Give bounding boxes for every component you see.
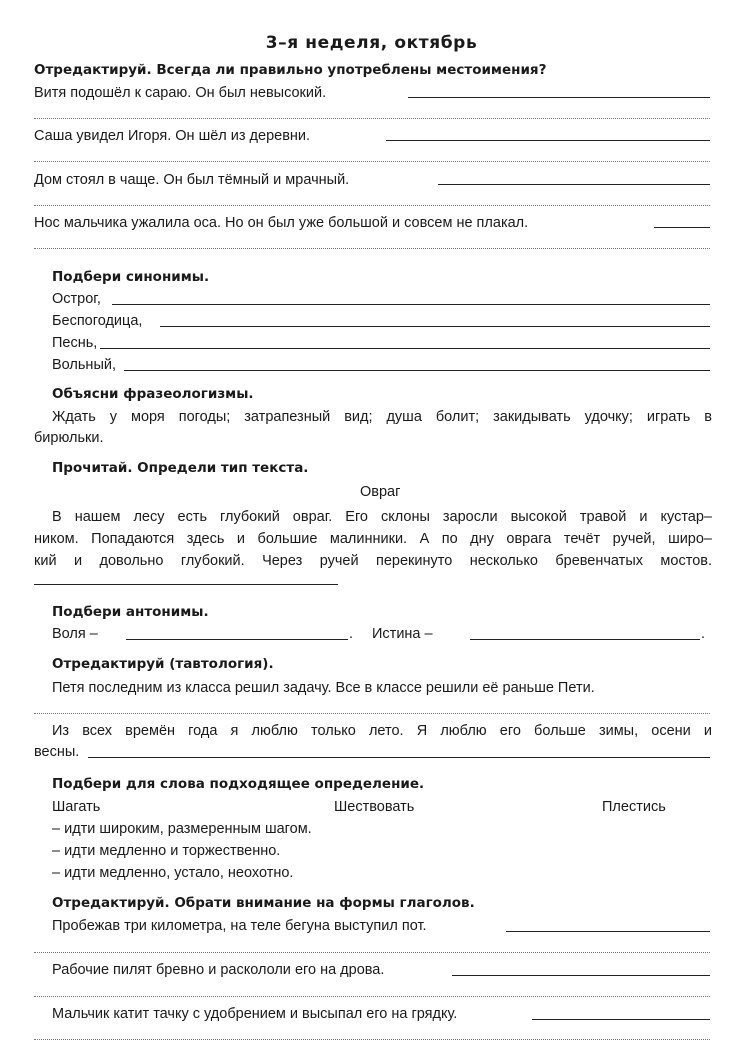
answer-line-dotted xyxy=(34,996,710,997)
text-line-3: кий и довольно глубокий. Через ручей перекинуто несколько бревенчатых мостов. xyxy=(34,553,712,569)
answer-line-dotted xyxy=(34,713,710,714)
text-line-2: ником. Попадаются здесь и большие малинники. А по дну оврага течёт ручей, широ– xyxy=(34,531,712,547)
verb-sentence-3: Мальчик катит тачку с удобрением и высыпал его на грядку. xyxy=(52,1006,458,1022)
text-title: Овраг xyxy=(360,484,401,500)
idioms-line-1: Ждать у моря погоды; затрапезный вид; душа болит; закидывать удочку; играть в xyxy=(52,409,712,425)
section-8-heading: Отредактируй. Обрати внимание на формы глаголов. xyxy=(52,895,475,911)
word-3: Плестись xyxy=(602,799,666,815)
answer-line-dotted xyxy=(34,205,710,206)
answer-line xyxy=(34,584,338,585)
section-4-heading: Прочитай. Определи тип текста. xyxy=(52,460,309,476)
answer-line xyxy=(124,370,710,371)
tautology-2-line-2: весны. xyxy=(34,744,80,760)
answer-line xyxy=(112,304,710,305)
synonym-word-1: Острог, xyxy=(52,291,101,307)
period: . xyxy=(701,626,706,642)
section-7-heading: Подбери для слова подходящее определение. xyxy=(52,776,425,792)
sentence-4: Нос мальчика ужалила оса. Но он был уже большой и совсем не плакал. xyxy=(34,215,529,231)
synonym-word-2: Беспогодица, xyxy=(52,313,143,329)
sentence-2: Саша увидел Игоря. Он шёл из деревни. xyxy=(34,128,311,144)
answer-line-dotted xyxy=(34,1039,710,1040)
answer-line xyxy=(408,97,710,98)
sentence-1: Витя подошёл к сараю. Он был невысокий. xyxy=(34,85,327,101)
answer-line xyxy=(386,140,710,141)
synonym-word-3: Песнь, xyxy=(52,335,98,351)
answer-line xyxy=(100,348,710,349)
answer-line xyxy=(88,757,710,758)
antonym-word-1: Воля – xyxy=(52,626,98,642)
answer-line-dotted xyxy=(34,161,710,162)
definition-2: – идти медленно и торжественно. xyxy=(52,843,281,859)
answer-line-dotted xyxy=(34,248,710,249)
section-5-heading: Подбери антонимы. xyxy=(52,604,209,620)
idioms-line-2: бирюльки. xyxy=(34,430,104,446)
tautology-2-line-1: Из всех времён года я люблю только лето. Я люблю его больше зимы, осени и xyxy=(52,723,712,739)
definition-3: – идти медленно, устало, неохотно. xyxy=(52,865,294,881)
sentence-3: Дом стоял в чаще. Он был тёмный и мрачный. xyxy=(34,172,350,188)
period: . xyxy=(349,626,354,642)
tautology-1: Петя последним из класса решил задачу. Все в классе решили её раньше Пети. xyxy=(52,680,595,696)
answer-line xyxy=(126,639,348,640)
answer-line xyxy=(452,975,710,976)
verb-sentence-1: Пробежав три километра, на теле бегуна выступил пот. xyxy=(52,918,427,934)
answer-line xyxy=(654,227,710,228)
page-title: 3–я неделя, октябрь xyxy=(265,33,478,53)
answer-line xyxy=(160,326,710,327)
word-2: Шествовать xyxy=(334,799,415,815)
synonym-word-4: Вольный, xyxy=(52,357,116,373)
word-1: Шагать xyxy=(52,799,101,815)
answer-line xyxy=(470,639,700,640)
answer-line-dotted xyxy=(34,118,710,119)
section-6-heading: Отредактируй (тавтология). xyxy=(52,656,274,672)
antonym-word-2: Истина – xyxy=(372,626,433,642)
section-2-heading: Подбери синонимы. xyxy=(52,269,210,285)
section-3-heading: Объясни фразеологизмы. xyxy=(52,386,254,402)
text-line-1: В нашем лесу есть глубокий овраг. Его склоны заросли высокой травой и кустар– xyxy=(52,509,712,525)
answer-line xyxy=(506,931,710,932)
answer-line-dotted xyxy=(34,952,710,953)
answer-line xyxy=(532,1019,710,1020)
definition-1: – идти широким, размеренным шагом. xyxy=(52,821,312,837)
answer-line xyxy=(438,184,710,185)
verb-sentence-2: Рабочие пилят бревно и раскололи его на дрова. xyxy=(52,962,385,978)
section-1-heading: Отредактируй. Всегда ли правильно употреблены местоимения? xyxy=(34,62,547,78)
